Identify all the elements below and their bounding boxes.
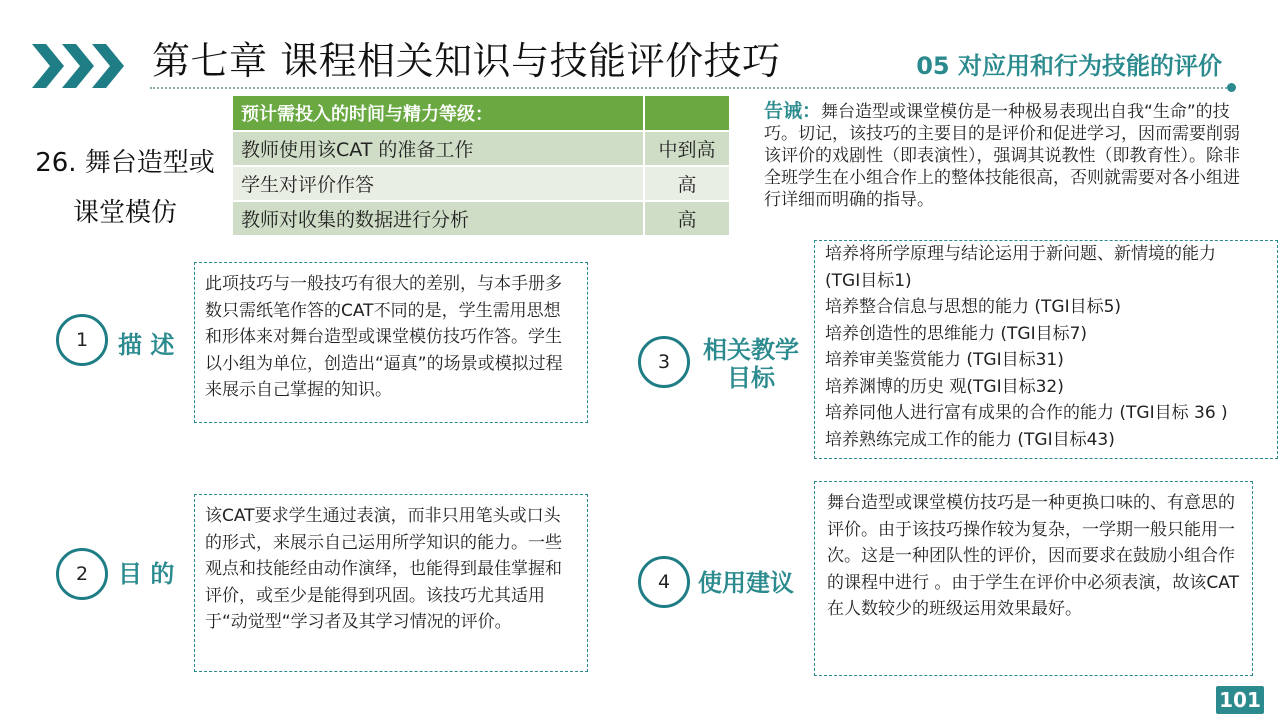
page-number: 101 [1216,686,1264,714]
effort-table-header-row [233,96,730,131]
warning-note [764,100,1242,211]
effort-task: 教师对收集的数据进行分析 [233,201,644,236]
triple-chevron-icon [32,44,128,88]
effort-table [233,96,731,237]
title-divider [150,87,1230,89]
warning-label: 告诫： [764,100,822,122]
effort-level: 高 [644,166,730,201]
usage-label: 使用建议 [698,569,794,597]
effort-level: 高 [644,201,730,236]
technique-title-line-1: 26. 舞台造型或 [35,148,215,178]
section-number-1: 1 [56,314,108,366]
list-item: 培养同他人进行富有成果的合作的能力 (TGI目标 36 ) [825,403,1228,423]
technique-title-line-2: 课堂模仿 [72,198,177,228]
divider-dot [1227,83,1236,92]
describe-label: 描 述 [118,331,175,359]
list-item: 培养将所学原理与结论运用于新问题、新情境的能力 [825,244,1216,264]
table-row [233,201,730,236]
describe-box: 此项技巧与一般技巧有很大的差别，与本手册多数只需纸笔作答的CAT不同的是，学生需用思想和形体来对舞台造型或课堂模仿技巧作答。学生以小组为单位，创造出“逼真”的场景或模拟过程来展示自己掌握的知识。 [194,262,588,423]
page-title: 第七章 课程相关知识与技能评价技巧 [152,39,781,83]
goals-label [703,336,799,392]
effort-table-header-empty [644,96,730,131]
section-number-4: 4 [638,556,690,608]
effort-task: 教师使用该CAT 的准备工作 [233,131,644,166]
table-row [233,131,730,166]
effort-level: 中到高 [644,131,730,166]
usage-box: 舞台造型或课堂模仿技巧是一种更换口味的、有意思的评价。由于该技巧操作较为复杂，一学期一般只能用一次。这是一种团队性的评价，因而要求在鼓励小组合作的课程中进行 。由于学生在评价中必须表演，故该CAT 在人数较少的班级运用效果最好。 [814,481,1253,676]
purpose-box: 该CAT要求学生通过表演，而非只用笔头或口头的形式，来展示自己运用所学知识的能力。一些观点和技能经由动作演绎，也能得到最佳掌握和评价，或至少是能得到巩固。该技巧尤其适用于“动觉型“学习者及其学习情况的评价。 [194,494,588,672]
list-item: (TGI目标1) [825,270,912,291]
warning-text: 舞台造型或课堂模仿是一种极易表现出自我“生命”的技巧。切记，该技巧的主要目的是评价和促进学习，因而需要削弱该评价的戏剧性（即表演性），强调其说教性（即教育性）。除非全班学生在小组合作上的整体技能很高，否则就需要对各小组进行详细而明确的指导。 [764,102,1240,210]
purpose-label: 目 的 [118,560,175,588]
list-item: 培养整合信息与思想的能力 (TGI目标5) [825,297,1122,317]
section-number-3: 3 [638,336,690,388]
list-item: 培养熟练完成工作的能力 (TGI目标43) [825,429,1115,450]
goals-box [814,240,1278,459]
effort-table-header: 预计需投入的时间与精力等级： [233,96,644,131]
goals-label-line-1: 相关教学 [703,336,799,364]
technique-title [30,138,220,238]
list-item: 培养创造性的思维能力 (TGI目标7) [825,323,1088,344]
list-item: 培养审美鉴赏能力 (TGI目标31) [825,350,1064,370]
section-subtitle: 05 对应用和行为技能的评价 [916,52,1222,80]
effort-task: 学生对评价作答 [233,166,644,201]
list-item: 培养渊博的历史 观(TGI目标32) [825,376,1064,397]
section-number-2: 2 [56,548,108,600]
table-row [233,166,730,201]
goals-label-line-2: 目标 [727,364,775,392]
